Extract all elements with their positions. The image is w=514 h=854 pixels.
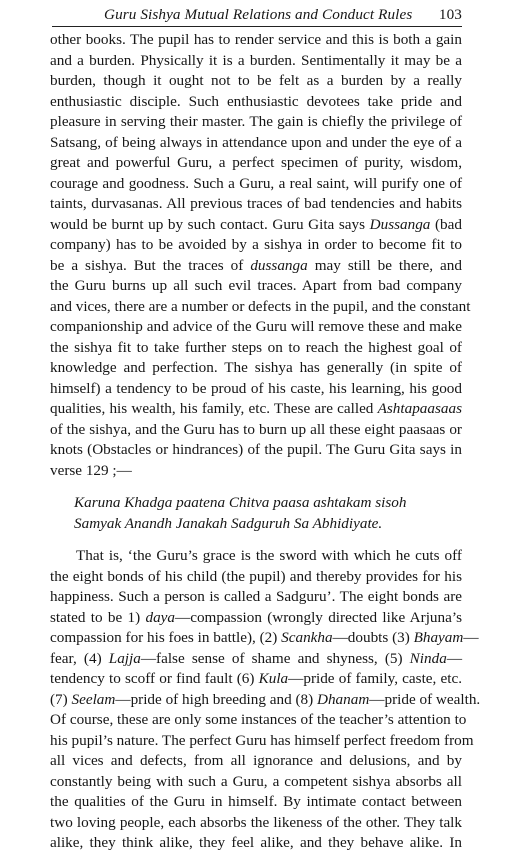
running-header — [52, 6, 462, 27]
text-line — [50, 215, 462, 236]
text-line — [50, 608, 462, 629]
text-line — [50, 649, 462, 670]
text-line — [50, 628, 479, 649]
verse-line: Samyak Anandh Janakah Sadguruh Sa Abhidiyate. — [74, 514, 383, 532]
page-number: 103 — [438, 6, 462, 23]
text-segment: — — [446, 649, 462, 667]
text-line: great and powerful Guru, a perfect specimen of purity, wisdom, — [50, 154, 462, 171]
text-segment: —pride of family, caste, etc. — [288, 670, 463, 687]
text-line: the sishya fit to take further steps on to reach the highest goal of — [50, 338, 462, 356]
text-segment: tendency to scoff or find fault (6) — [50, 670, 259, 687]
text-line: courage and goodness. Such a Guru, a real saint, will purify one of — [50, 174, 462, 192]
text-line: knowledge and perfection. The sishya has generally (in spite of — [50, 359, 462, 376]
text-segment: may still be there, and — [307, 256, 462, 274]
text-line: two loving people, each absorbs the likeness of the other. They talk — [50, 813, 462, 831]
italic-term: Kula — [258, 670, 289, 687]
text-line: other books. The pupil has to render service and this is both a gain — [50, 31, 462, 48]
italic-term: Lajja — [108, 649, 141, 667]
text-line — [50, 256, 462, 277]
paragraph-1 — [50, 30, 471, 481]
text-line: verse 129 ;— — [50, 461, 132, 479]
text-segment: be a sishya. But the traces of — [50, 256, 251, 274]
italic-term: Scankha — [281, 629, 333, 646]
text-line: his pupil’s nature. The perfect Guru has himself perfect freedom from — [50, 731, 474, 749]
italic-term: daya — [145, 608, 176, 626]
text-line: and a burden. Physically it is a burden. Sentimentally it may be a — [50, 51, 462, 69]
paragraph-2 — [50, 546, 481, 854]
text-line: pleasure in serving their master. The gain is chiefly the privilege of — [50, 113, 462, 130]
text-segment: compassion for his foes in battle), (2) — [50, 629, 282, 646]
text-segment: (bad — [430, 215, 462, 233]
text-line: burden, though it ought not to be felt as a burden by a really — [50, 72, 462, 89]
italic-term: Bhayam — [413, 629, 464, 646]
text-segment: qualities, his wealth, his family, etc. These are called — [50, 400, 378, 417]
italic-term: dussanga — [250, 256, 308, 274]
text-segment: —compassion (wrongly directed like Arjuna’s — [175, 608, 462, 626]
text-segment: —pride of high breeding and (8) — [115, 690, 317, 708]
text-segment: — — [463, 629, 479, 646]
text-line — [50, 399, 462, 420]
text-line — [50, 669, 462, 690]
italic-term: Dussanga — [369, 215, 431, 233]
italic-term: Seelam — [71, 690, 116, 708]
text-segment: —doubts (3) — [332, 629, 414, 646]
sanskrit-verse — [50, 493, 462, 534]
italic-term: Ashtapaasaas — [377, 400, 462, 417]
text-segment: fear, (4) — [50, 649, 109, 667]
text-line: taints, durvasanas. All previous traces of bad tendencies and habits — [50, 195, 462, 212]
text-line: Of course, these are only some instances of the teacher’s attention to — [50, 711, 467, 728]
text-line: constantly being with such a Guru, a competent sishya absorbs all — [50, 772, 462, 790]
text-line: the qualities of the Guru in himself. By intimate contact between — [50, 793, 462, 810]
text-line: knots (Obstacles or hindrances) of the pupil. The Guru Gita says in — [50, 441, 462, 458]
text-line: company) has to be avoided by a sishya in order to become fit to — [50, 236, 462, 253]
text-line: companionship and advice of the Guru will remove these and make — [50, 318, 462, 335]
text-segment: would be burnt up by such contact. Guru Gita says — [50, 215, 370, 233]
text-line: That is, ‘the Guru’s grace is the sword with which he cuts off — [76, 547, 462, 564]
running-title: Guru Sishya Mutual Relations and Conduct Rules — [104, 6, 413, 23]
text-line: the Guru burns up all such evil traces. Apart from bad company — [50, 277, 462, 294]
text-line: Satsang, of being always in attendance upon and under the eye of a — [50, 133, 462, 151]
text-line: the eight bonds of his child (the pupil) and thereby provides for his — [50, 567, 462, 585]
text-line: of the sishya, and the Guru has to burn up all these eight paasaas or — [50, 420, 462, 438]
text-line: all vices and defects, from all ignorance and delusions, and by — [50, 752, 462, 769]
text-segment: (7) — [50, 690, 72, 708]
text-segment: —false sense of shame and shyness, (5) — [140, 649, 410, 667]
italic-term: Dhanam — [316, 690, 370, 708]
text-line: happiness. Such a person is called a Sadguru’. The eight bonds are — [50, 588, 462, 605]
text-segment: —pride of wealth. — [369, 690, 481, 708]
verse-line: Karuna Khadga paatena Chitva paasa ashtakam sisoh — [74, 494, 407, 511]
text-segment: stated to be 1) — [50, 608, 146, 626]
text-line: enthusiastic disciple. Such enthusiastic devotees take pride and — [50, 92, 462, 110]
italic-term: Ninda — [409, 649, 447, 667]
text-line: alike, they think alike, they feel alike, and they behave alike. In — [50, 834, 462, 851]
text-line: and vices, there are a number or defects in the pupil, and the constant — [50, 297, 471, 315]
text-line: himself) a tendency to be proud of his caste, his learning, his good — [50, 379, 462, 397]
text-line — [50, 690, 481, 711]
page-body — [50, 30, 481, 854]
